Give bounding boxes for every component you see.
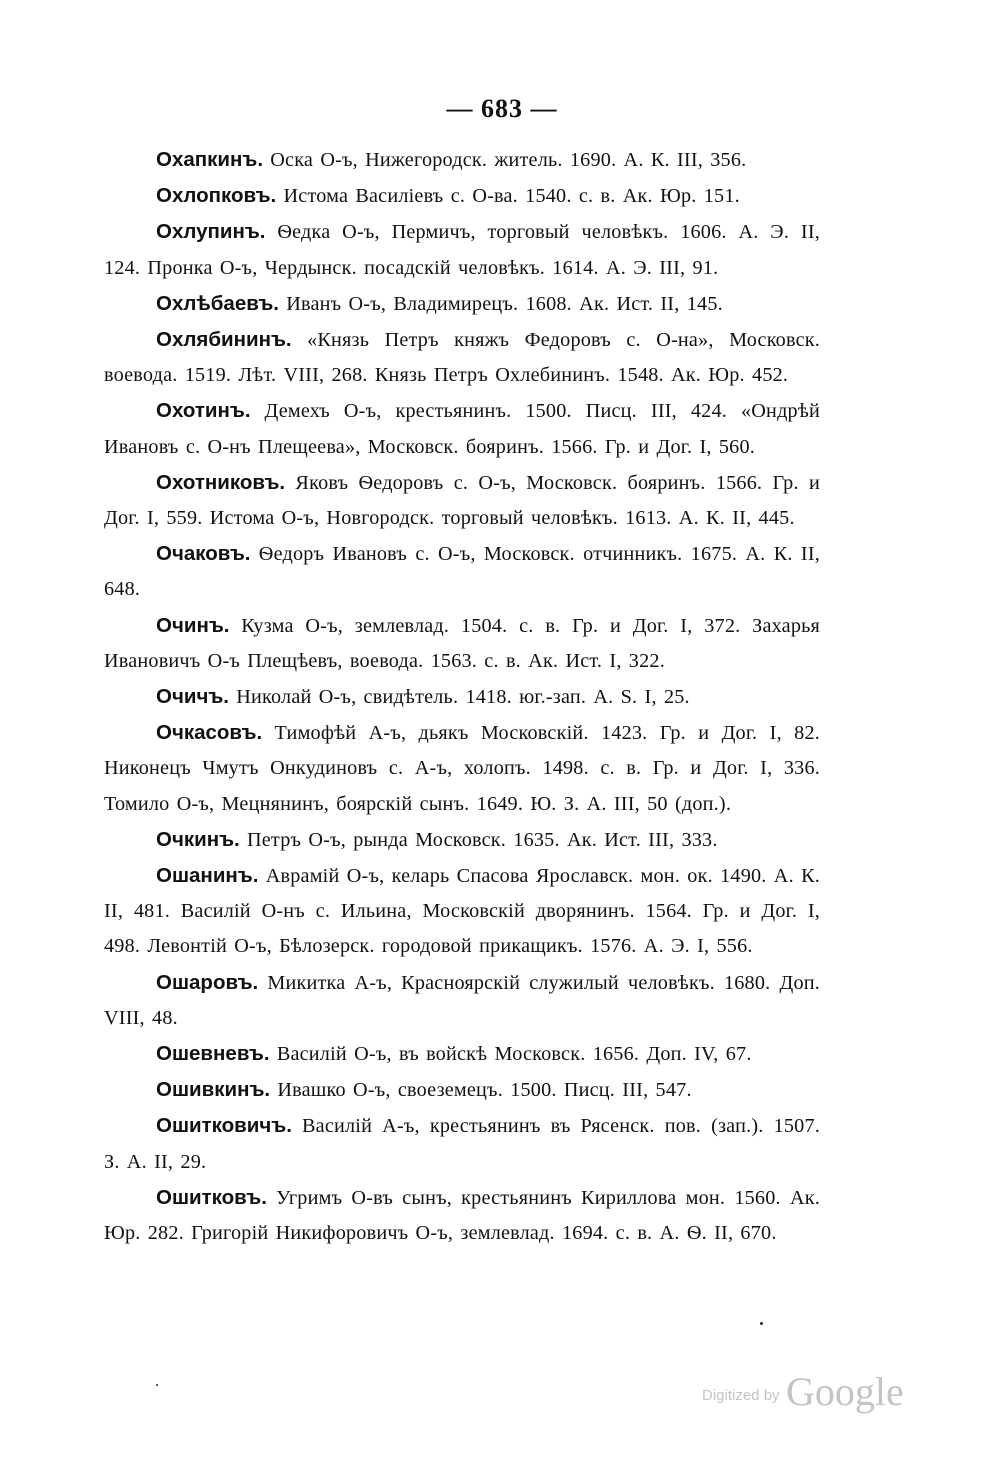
- entry-headword: Охотинъ.: [156, 399, 251, 423]
- dictionary-entry: [104, 822, 820, 858]
- entry-text: Кузма О-ъ, землевлад. 1504. с. в. Гр. и Дог. I, 372. Захарья Ивановичъ О-ъ Плещѣевъ, воевода. 1563. с. в. Ак. Ист. I, 322.: [104, 614, 821, 672]
- entry-text: Микитка А-ъ, Красноярскiй служилый человѣкъ. 1680. Доп. VIII, 48.: [104, 971, 820, 1029]
- dictionary-entry: [104, 1036, 820, 1072]
- entry-text: Демехъ О-ъ, крестьянинъ. 1500. Писц. III, 424. «Ондрѣй Ивановъ с. О-нъ Плещеева», Московск. бояринъ. 1566. Гр. и Дог. I, 560.: [104, 400, 820, 458]
- dictionary-entry: [104, 214, 820, 285]
- dictionary-entry: [104, 679, 820, 715]
- dictionary-entries: [104, 142, 820, 1251]
- entry-headword: Ошивкинъ.: [156, 1078, 271, 1102]
- dictionary-entry: [104, 1180, 820, 1251]
- dictionary-entry: [104, 1072, 820, 1108]
- dictionary-entry: [104, 465, 820, 536]
- entry-text: Ивашко О-ъ, своеземецъ. 1500. Писц. III, 547.: [277, 1079, 692, 1102]
- entry-headword: Охлопковъ.: [156, 184, 277, 208]
- entry-text: Василiй А-ъ, крестьянинъ въ Рясенск. пов. (зап.). 1507. З. А. II, 29.: [104, 1115, 820, 1173]
- dictionary-entry: [104, 715, 820, 822]
- page-speck: [156, 1384, 158, 1386]
- entry-headword: Очкасовъ.: [156, 721, 263, 745]
- entry-text: Ѳедоръ Ивановъ с. О-ъ, Московск. отчинникъ. 1675. А. К. II, 648.: [104, 543, 821, 601]
- dictionary-entry: [104, 608, 820, 679]
- entry-text: Оска О-ъ, Нижегородск. житель. 1690. А. К. III, 356.: [270, 149, 747, 171]
- entry-headword: Очкинъ.: [156, 827, 240, 851]
- entry-headword: Очинъ.: [156, 613, 230, 637]
- entry-text: Петръ О-ъ, рында Московск. 1635. Ак. Ист. III, 333.: [246, 828, 718, 851]
- entry-text: Аврамiй О-ъ, келарь Спасова Ярославск. мон. ок. 1490. А. К. II, 481. Василiй О-нъ с. Ильина, Московскiй дворянинъ. 1564. Гр. и Дог. I, 498. Левонтiй О-ъ, Бѣлозерск. городовой прикащикъ. 1576. А. Э. I, 556.: [104, 865, 821, 958]
- digitized-by-google-watermark: [702, 1368, 904, 1415]
- entry-headword: Охапкинъ.: [156, 148, 264, 171]
- dictionary-entry: [104, 393, 820, 464]
- dictionary-entry: [104, 142, 820, 178]
- entry-headword: Ошанинъ.: [156, 864, 259, 888]
- entry-text: Яковъ Ѳедоровъ с. О-ъ, Московск. бояринъ. 1566. Гр. и Дог. I, 559. Истома О-ъ, Новгородск. торговый человѣкъ. 1613. А. К. II, 445.: [104, 471, 820, 530]
- entry-headword: Ошевневъ.: [156, 1042, 270, 1066]
- entry-headword: Ошитковъ.: [156, 1185, 267, 1209]
- entry-headword: Охотниковъ.: [156, 470, 286, 494]
- watermark-prefix: Digitized by: [702, 1387, 780, 1404]
- entry-headword: Очичъ.: [156, 685, 229, 709]
- entry-headword: Охлупинъ.: [156, 220, 266, 244]
- entry-headword: Ошаровъ.: [156, 970, 259, 994]
- entry-headword: Охлябининъ.: [156, 328, 292, 352]
- watermark-brand: Google: [786, 1369, 904, 1414]
- page-speck: [760, 1322, 763, 1325]
- entry-text: Иванъ О-ъ, Владимирецъ. 1608. Ак. Ист. II, 145.: [286, 292, 723, 315]
- dictionary-entry: [104, 536, 820, 607]
- entry-headword: Ошитковичъ.: [156, 1114, 292, 1138]
- dictionary-entry: [104, 322, 820, 393]
- entry-headword: Очаковъ.: [156, 542, 251, 566]
- entry-text: Тимофѣй А-ъ, дьякъ Московскiй. 1423. Гр. и Дог. I, 82. Никонецъ Чмутъ Онкудиновъ с. А-ъ, холопъ. 1498. с. в. Гр. и Дог. I, 336. Томило О-ъ, Мецнянинъ, боярскiй сынъ. 1649. Ю. З. А. III, 50 (доп.).: [104, 722, 820, 815]
- dictionary-entry: [104, 965, 820, 1036]
- dictionary-entry: [104, 858, 820, 965]
- page-number: — 683 —: [446, 94, 558, 123]
- entry-text: Истома Василiевъ с. О-ва. 1540. с. в. Ак. Юр. 151.: [283, 185, 740, 208]
- dictionary-entry: [104, 1108, 820, 1179]
- entry-text: Николай О-ъ, свидѣтель. 1418. юг.-зап. А. S. I, 25.: [236, 686, 690, 709]
- entry-text: Угримъ О-въ сынъ, крестьянинъ Кириллова мон. 1560. Ак. Юр. 282. Григорiй Никифоровичъ О-ъ, землевлад. 1694. с. в. А. Ѳ. II, 670.: [104, 1186, 820, 1245]
- dictionary-entry: [104, 178, 820, 214]
- entry-text: «Князь Петръ княжъ Федоровъ с. О-на», Московск. воевода. 1519. Лѣт. VIII, 268. Князь Петръ Охлебининъ. 1548. Ак. Юр. 452.: [104, 329, 821, 387]
- entry-text: Ѳедка О-ъ, Пермичъ, торговый человѣкъ. 1606. А. Э. II, 124. Пронка О-ъ, Чердынск. посадскiй человѣкъ. 1614. А. Э. III, 91.: [104, 221, 820, 279]
- dictionary-entry: [104, 286, 820, 322]
- entry-headword: Охлѣбаевъ.: [156, 291, 279, 315]
- entry-text: Василiй О-ъ, въ войскѣ Московск. 1656. Доп. IV, 67.: [276, 1043, 752, 1066]
